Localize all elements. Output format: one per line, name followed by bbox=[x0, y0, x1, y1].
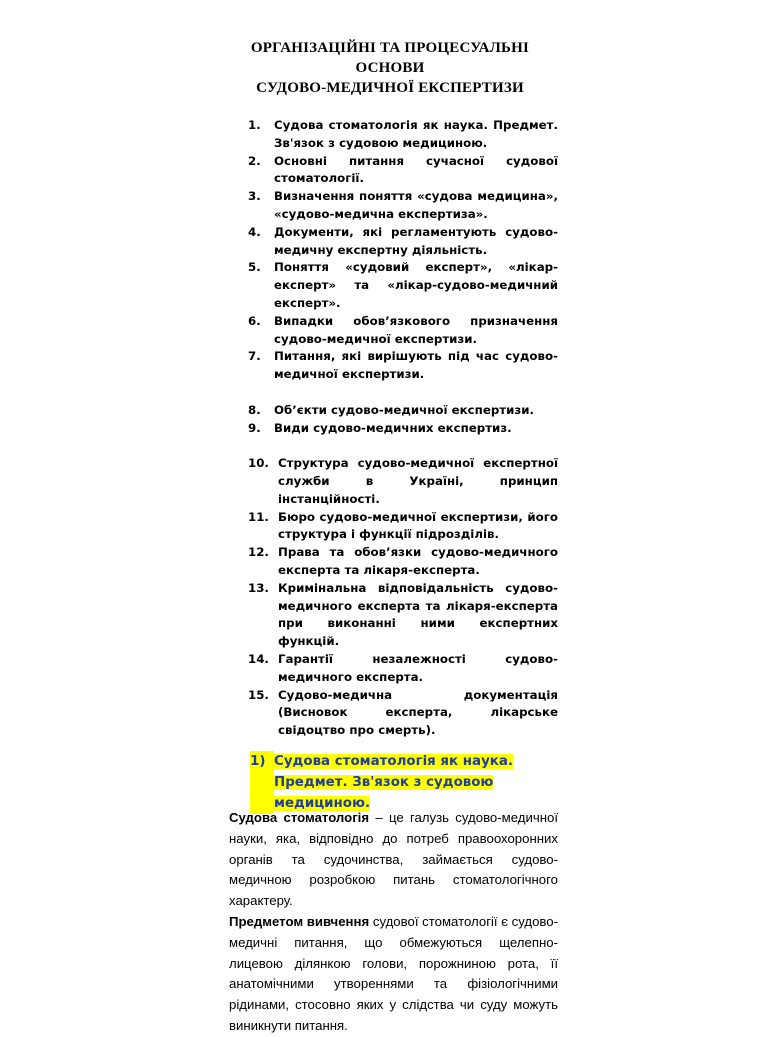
document-title bbox=[190, 38, 590, 98]
section-heading-line-2: Предмет. Зв'язок з судовою bbox=[274, 775, 494, 790]
list-item: 2. Основні питання сучасної судової стоматології. bbox=[248, 153, 558, 186]
section-1-heading bbox=[250, 751, 540, 814]
term-forensic-dentistry: Судова стоматологія bbox=[229, 810, 370, 825]
list-item: 15. Судово-медична документація (Висновок експерта, лікарське свідоцтво про смерть). bbox=[248, 687, 558, 738]
title-line-3: СУДОВО-МЕДИЧНОЇ ЕКСПЕРТИЗИ bbox=[256, 80, 524, 96]
questions-list bbox=[248, 117, 558, 740]
list-item: 9. Види судово-медичних експертиз. bbox=[248, 420, 512, 435]
list-item: 13. Кримінальна відповідальність судово-медичного експерта та лікаря-експерта при виконанні ними експертних функцій. bbox=[248, 580, 558, 649]
term-subject-of-study: Предметом вивчення bbox=[229, 913, 370, 929]
title-line-1: ОРГАНІЗАЦІЙНІ ТА ПРОЦЕСУАЛЬНІ bbox=[250, 40, 530, 56]
title-line-2: ОСНОВИ bbox=[355, 60, 425, 76]
paragraph-subject: Предметом вивчення судової стоматології є судово-медичні питання, що обмежуються щелепно-лицевою ділянкою голови, порожниною рота, її анатомічними утвореннями та фізіологічними рідинами, стосовно яких у слідства чи суду можуть виникнути питання. bbox=[229, 913, 559, 1033]
list-item: 3. Визначення поняття «судова медицина», «судово-медична експертиза». bbox=[248, 189, 558, 221]
section-heading-line-3: медициною. bbox=[274, 796, 371, 811]
list-item: 6. Випадки обов’язкового призначення судово-медичної експертизи. bbox=[248, 313, 558, 346]
list-item: 7. Питання, які вирішують під час судово-медичної експертизи. bbox=[248, 349, 558, 382]
list-item: 10. Структура судово-медичної експертної служби в Україні, принцип інстанційності. bbox=[248, 456, 558, 506]
section-number: 1) bbox=[250, 751, 274, 814]
section-1-body bbox=[229, 808, 558, 1037]
list-item: 4. Документи, які регламентують судово-медичну експертну діяльність. bbox=[248, 224, 558, 257]
list-item: 14. Гарантії незалежності судово-медичного експерта. bbox=[248, 651, 558, 684]
list-item: 11. Бюро судово-медичної експертизи, його структура і функції підрозділів. bbox=[248, 509, 558, 542]
list-item: 8. Об’єкти судово-медичної експертизи. bbox=[248, 402, 534, 417]
section-heading-line-1: Судова стоматологія як наука. bbox=[274, 754, 514, 769]
paragraph-definition: Судова стоматологія – це галузь судово-медичної науки, яка, відповідно до потреб правоохоронних органів та судочинства, займається судово-медичною розробкою питань стоматологічного характеру. bbox=[229, 810, 558, 909]
list-item: 1. Судова стоматологія як наука. Предмет. Зв'язок з судовою медициною. bbox=[248, 118, 558, 150]
list-item: 5. Поняття «судовий експерт», «лікар-експерт» та «лікар-судово-медичний експерт». bbox=[248, 260, 558, 310]
list-item: 12. Права та обов’язки судово-медичного експерта та лікаря-експерта. bbox=[248, 545, 558, 577]
